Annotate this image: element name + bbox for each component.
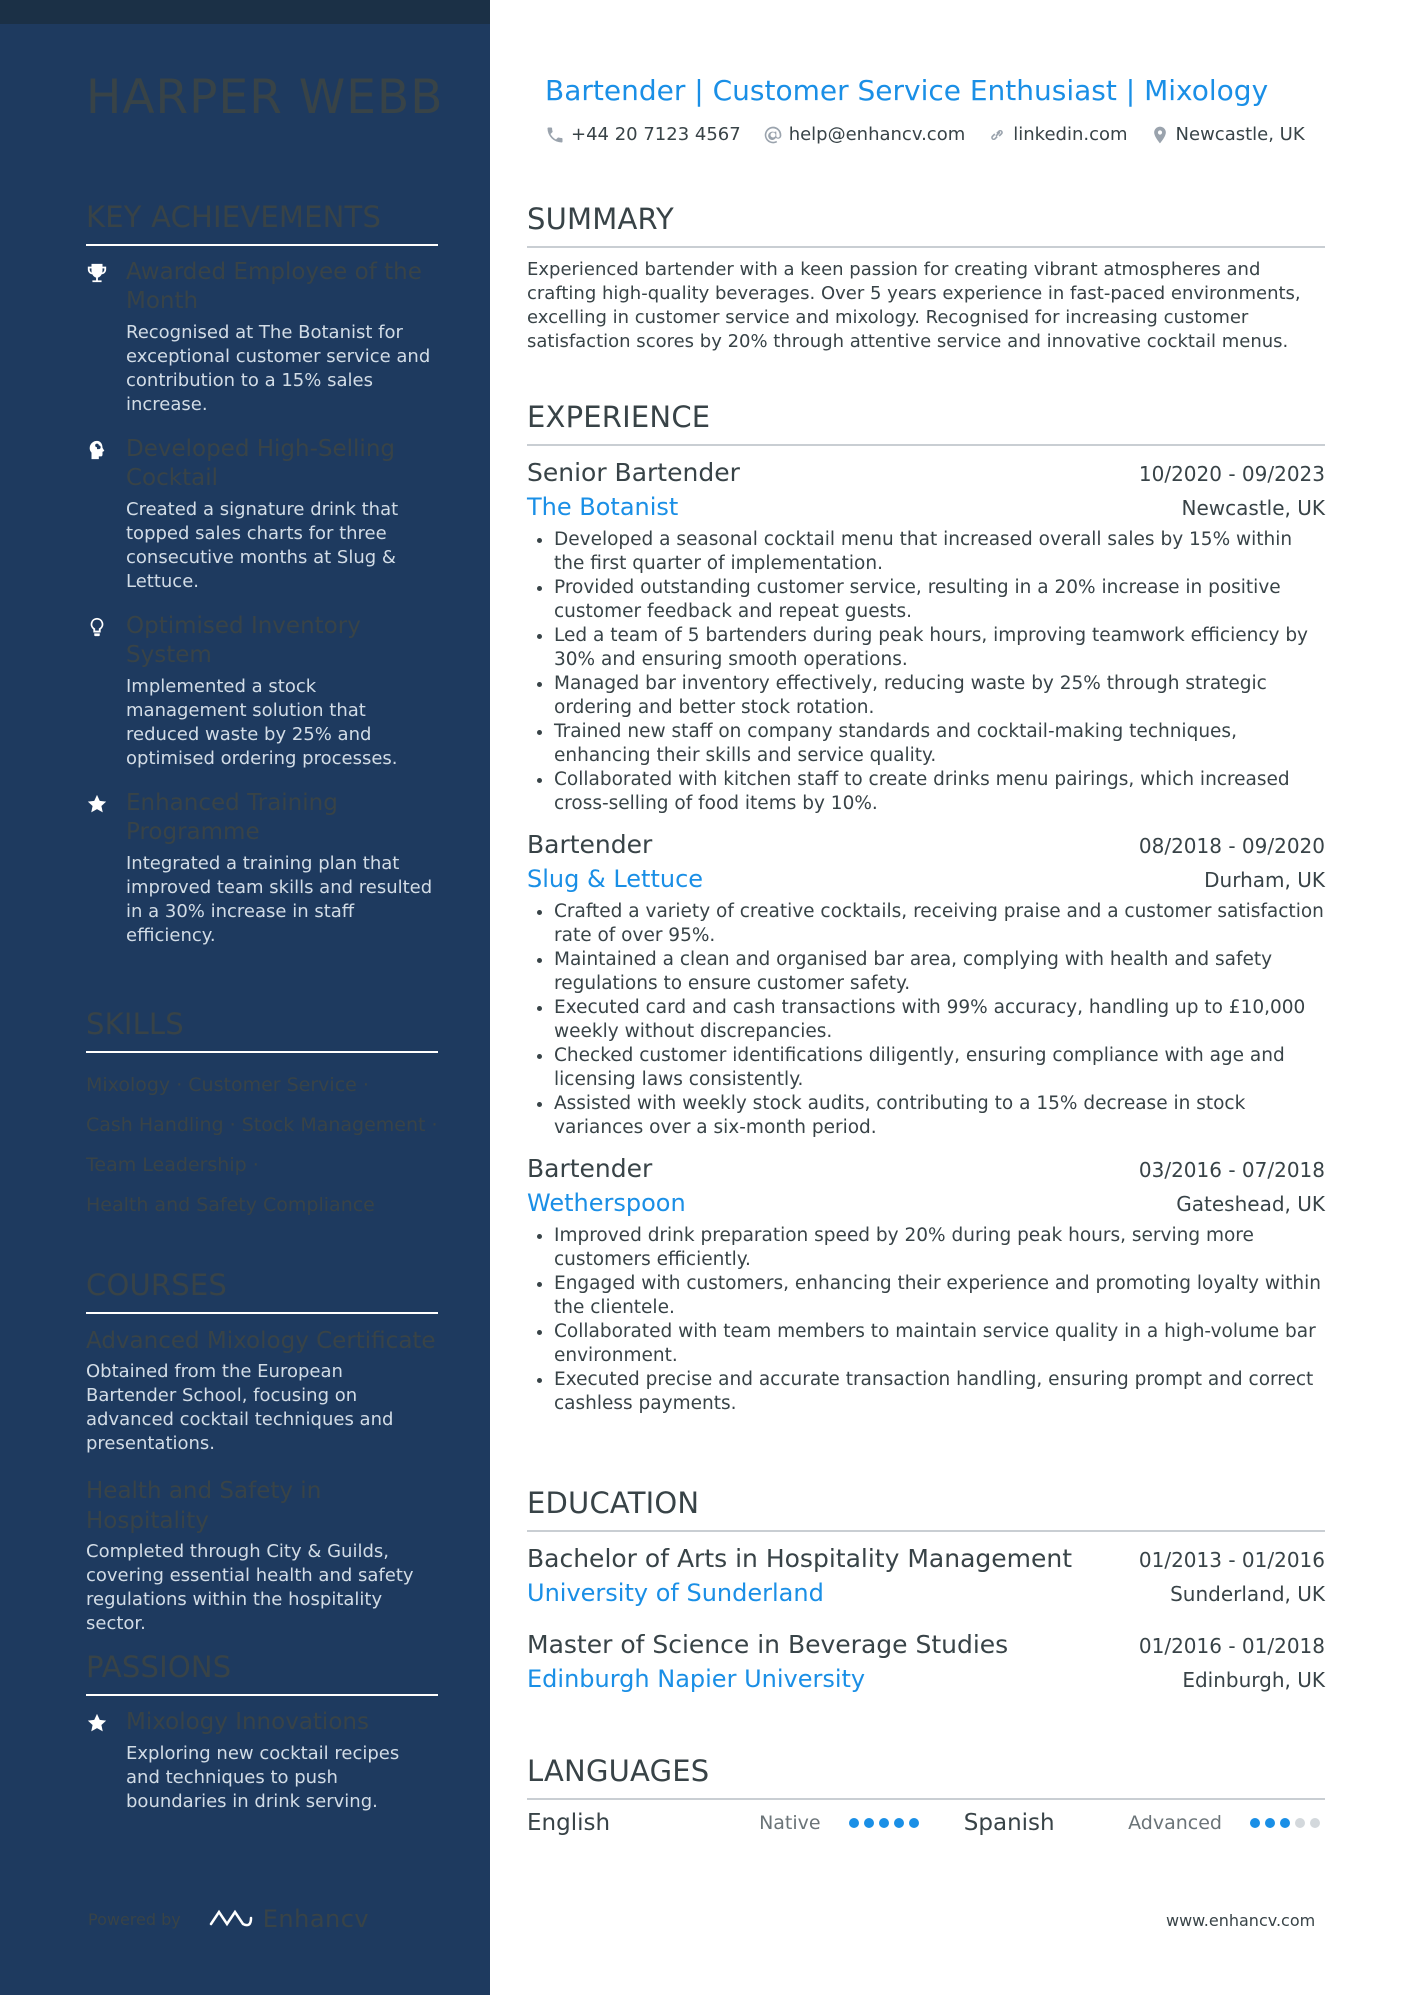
education-dates: 01/2016 - 01/2018 (1138, 1634, 1325, 1658)
achievement-item (86, 612, 438, 771)
bullet-item: • Checked customer identifications diligently, ensuring compliance with age and licensing laws consistently. (554, 1044, 1325, 1092)
phone-icon (545, 125, 565, 145)
course-description: Obtained from the European Bartender School, focusing on advanced cocktail techniques and presentations. (86, 1361, 394, 1454)
skill-line: Health and Safety Compliance (86, 1194, 375, 1216)
education-location: Edinburgh, UK (1182, 1668, 1325, 1692)
contact-location (1150, 124, 1305, 145)
passion-item (86, 1708, 438, 1814)
rating-dot-empty (1310, 1818, 1320, 1828)
achievement-description: Implemented a stock management solution that reduced waste by 25% and optimised ordering processes. (126, 676, 398, 769)
section-title: PASSIONS (86, 1650, 438, 1696)
brand-name: Enhancv (262, 1905, 370, 1933)
achievement-item (86, 258, 438, 417)
achievement-item (86, 789, 438, 948)
language-name: English (527, 1810, 611, 1836)
bullet-item: • Crafted a variety of creative cocktails, receiving praise and a customer satisfaction rate of over 95%. (554, 900, 1325, 948)
enhancv-logo[interactable] (207, 1905, 369, 1933)
contact-linkedin[interactable] (987, 124, 1127, 145)
summary-section (527, 202, 1325, 354)
language-rating (849, 1818, 924, 1828)
section-title: EXPERIENCE (527, 400, 1325, 446)
skills-section (86, 1007, 438, 1225)
powered-by (88, 1905, 369, 1933)
job-title: Bartender (527, 830, 653, 859)
course-title: Advanced Mixology Certificate (86, 1328, 436, 1354)
contact-text: linkedin.com (1013, 124, 1128, 145)
course-title: Health and Safety in Hospitality (86, 1478, 322, 1534)
section-title: KEY ACHIEVEMENTS (86, 200, 438, 246)
bullet-item: • Maintained a clean and organised bar area, complying with health and safety regulations to ensure customer safety. (554, 948, 1325, 996)
section-title: EDUCATION (527, 1486, 1325, 1532)
school-name: University of Sunderland (527, 1579, 824, 1607)
course-description: Completed through City & Guilds, covering essential health and safety regulations within the hospitality sector. (86, 1541, 414, 1634)
languages-row (527, 1810, 1325, 1836)
company-name: The Botanist (527, 493, 679, 521)
passion-description: Exploring new cocktail recipes and techniques to push boundaries in drink serving. (126, 1743, 400, 1812)
experience-section (527, 400, 1325, 1428)
passion-title: Mixology Innovations (126, 1709, 369, 1735)
achievement-description: Created a signature drink that topped sales charts for three consecutive months at Slug & Lettuce. (126, 499, 399, 592)
language-name: Spanish (963, 1810, 1055, 1836)
at-icon (763, 125, 783, 145)
achievement-description: Integrated a training plan that improved team skills and resulted in a 30% increase in staff efficiency. (126, 853, 433, 946)
enhancv-logo-icon (207, 1906, 255, 1932)
achievement-title: Optimised Inventory System (126, 613, 361, 668)
rating-dot-empty (1295, 1818, 1305, 1828)
language-level: Native (759, 1812, 821, 1834)
job-dates: 08/2018 - 09/2020 (1138, 834, 1325, 858)
company-name: Wetherspoon (527, 1189, 686, 1217)
education-location: Sunderland, UK (1170, 1582, 1325, 1606)
section-title: SUMMARY (527, 202, 1325, 248)
rating-dot-filled (1265, 1818, 1275, 1828)
passions-section (86, 1650, 438, 1832)
bullet-item: • Executed precise and accurate transaction handling, ensuring prompt and correct cashless payments. (554, 1368, 1325, 1416)
education-entry (527, 1542, 1325, 1610)
job-location: Durham, UK (1204, 868, 1325, 892)
job-dates: 03/2016 - 07/2018 (1138, 1158, 1325, 1182)
achievement-item (86, 435, 438, 594)
language-level: Advanced (1128, 1812, 1222, 1834)
job-location: Gateshead, UK (1176, 1192, 1325, 1216)
achievement-title: Developed High-Selling Cocktail (126, 436, 396, 491)
key-achievements-section (86, 200, 438, 966)
lightbulb-icon (86, 612, 126, 771)
skill-line: Team Leadership · (86, 1154, 259, 1176)
job-bullets (527, 1224, 1325, 1416)
rating-dot-filled (849, 1818, 859, 1828)
rating-dot-filled (1250, 1818, 1260, 1828)
candidate-name: HARPER WEBB (86, 70, 444, 125)
degree: Master of Science in Beverage Studies (527, 1630, 1009, 1659)
sidebar-top-bar (0, 0, 490, 24)
footer-url[interactable]: www.enhancv.com (1166, 1911, 1316, 1930)
summary-text: Experienced bartender with a keen passion for creating vibrant atmospheres and crafting high-quality beverages. Over 5 years experience in fast-paced environments, excelling in customer service and mixology. Recognised for increasing customer satisfaction scores by 20% through attentive service and innovative cocktail menus. (527, 259, 1301, 352)
star-icon (86, 1708, 126, 1814)
contact-email[interactable] (763, 124, 966, 145)
bullet-item: • Collaborated with kitchen staff to create drinks menu pairings, which increased cross-selling of food items by 10%. (554, 768, 1325, 816)
education-dates: 01/2013 - 01/2016 (1138, 1548, 1325, 1572)
job-location: Newcastle, UK (1181, 496, 1325, 520)
job-title: Senior Bartender (527, 458, 740, 487)
job-bullets (527, 900, 1325, 1140)
company-name: Slug & Lettuce (527, 865, 704, 893)
job-title: Bartender (527, 1154, 653, 1183)
bullet-item: • Improved drink preparation speed by 20% during peak hours, serving more customers efficiently. (554, 1224, 1325, 1272)
brain-icon (86, 435, 126, 594)
job-entry (527, 828, 1325, 1140)
bullet-item: • Provided outstanding customer service, resulting in a 20% increase in positive customer feedback and repeat guests. (554, 576, 1325, 624)
rating-dot-filled (1280, 1818, 1290, 1828)
powered-by-label: Powered by (88, 1909, 181, 1929)
bullet-item: • Managed bar inventory effectively, reducing waste by 25% through strategic ordering and better stock rotation. (554, 672, 1325, 720)
contact-text: Newcastle, UK (1175, 124, 1305, 145)
skill-line: Cash Handling · Stock Management · (86, 1114, 438, 1136)
bullet-item: • Executed card and cash transactions with 99% accuracy, handling up to £10,000 weekly without discrepancies. (554, 996, 1325, 1044)
language-rating (1250, 1818, 1325, 1828)
school-name: Edinburgh Napier University (527, 1665, 866, 1693)
job-dates: 10/2020 - 09/2023 (1138, 462, 1325, 486)
section-title: COURSES (86, 1268, 438, 1314)
languages-section (527, 1754, 1325, 1836)
job-entry (527, 1152, 1325, 1416)
bullet-item: • Collaborated with team members to maintain service quality in a high-volume bar environment. (554, 1320, 1325, 1368)
link-icon (987, 125, 1007, 145)
section-title: SKILLS (86, 1007, 438, 1053)
rating-dot-filled (909, 1818, 919, 1828)
job-bullets (527, 528, 1325, 816)
star-icon (86, 789, 126, 948)
rating-dot-filled (864, 1818, 874, 1828)
bullet-item: • Trained new staff on company standards and cocktail-making techniques, enhancing their skills and service quality. (554, 720, 1325, 768)
education-section (527, 1486, 1325, 1714)
degree: Bachelor of Arts in Hospitality Management (527, 1544, 1073, 1573)
section-title: LANGUAGES (527, 1754, 1325, 1800)
headline: Bartender | Customer Service Enthusiast | Mixology (545, 74, 1269, 107)
contact-bar (545, 124, 1327, 145)
location-icon (1150, 125, 1170, 145)
achievement-title: Enhanced Training Programme (126, 790, 338, 845)
bullet-item: • Developed a seasonal cocktail menu that increased overall sales by 15% within the first quarter of implementation. (554, 528, 1325, 576)
bullet-item: • Engaged with customers, enhancing their experience and promoting loyalty within the clientele. (554, 1272, 1325, 1320)
bullet-item: • Assisted with weekly stock audits, contributing to a 15% decrease in stock variances over a six-month period. (554, 1092, 1325, 1140)
trophy-icon (86, 258, 126, 417)
contact-phone[interactable] (545, 124, 741, 145)
job-entry (527, 456, 1325, 816)
contact-text: +44 20 7123 4567 (571, 124, 741, 145)
achievement-title: Awarded Employee of the Month (126, 259, 422, 314)
education-entry (527, 1628, 1325, 1696)
achievement-description: Recognised at The Botanist for exceptional customer service and contribution to a 15% sales increase. (126, 322, 431, 415)
bullet-item: • Led a team of 5 bartenders during peak hours, improving teamwork efficiency by 30% and ensuring smooth operations. (554, 624, 1325, 672)
rating-dot-filled (879, 1818, 889, 1828)
skill-line: Mixology · Customer Service · (86, 1074, 369, 1096)
contact-text: help@enhancv.com (788, 124, 966, 145)
courses-section (86, 1268, 438, 1656)
rating-dot-filled (894, 1818, 904, 1828)
